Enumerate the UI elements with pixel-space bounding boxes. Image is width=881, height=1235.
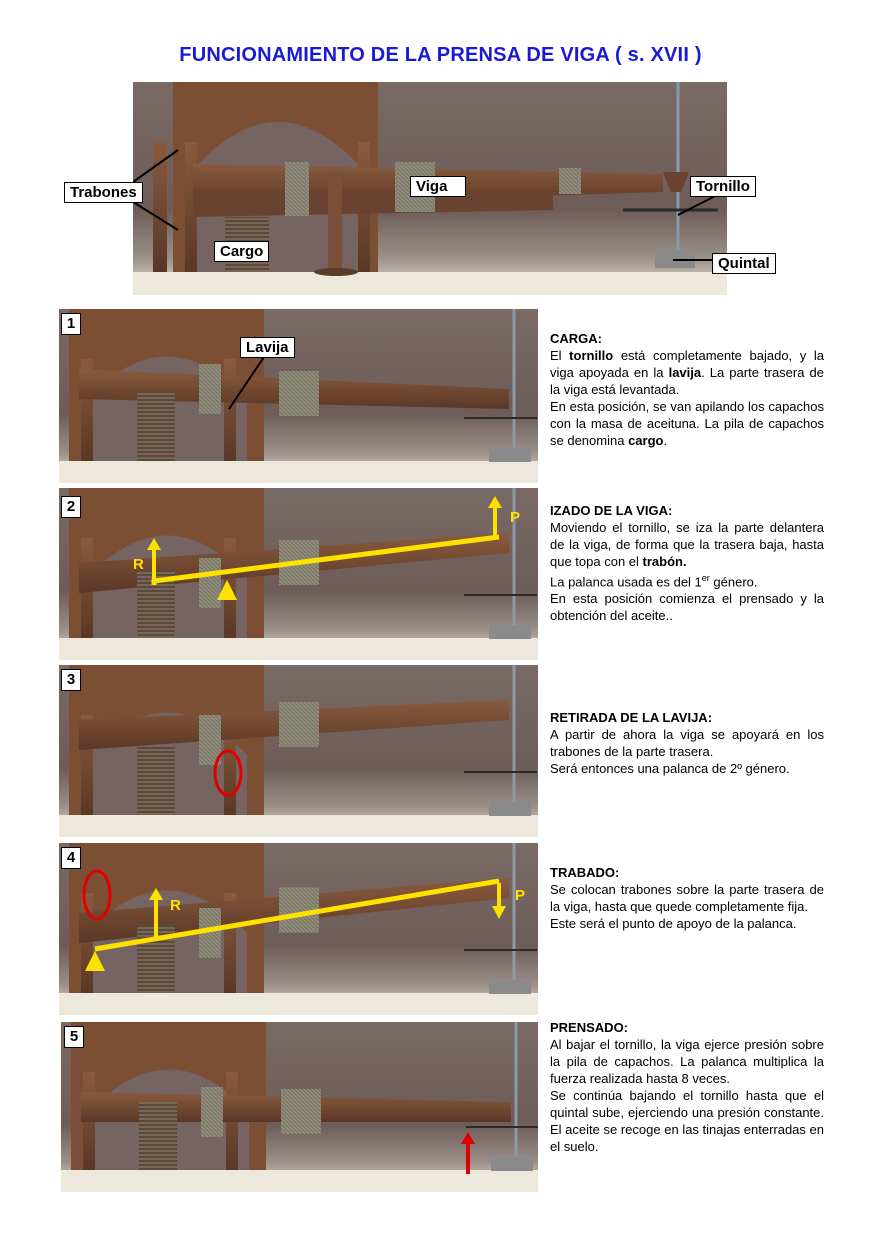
step-3-heading: RETIRADA DE LA LAVIJA:	[550, 710, 713, 725]
step-2-text	[550, 502, 824, 624]
step-1-heading: CARGA:	[550, 331, 602, 346]
label-trabones: Trabones	[64, 182, 143, 203]
step-2-force-p: P	[510, 509, 521, 526]
step-4-force-p: P	[515, 887, 526, 904]
step-1-paragraph: El tornillo está completamente bajado, y la viga apoyada en la lavija. La parte trasera de la viga está levantada. En esta posición, se van apilando los capachos con la masa de aceituna. La pila de capachos se denomina cargo.	[550, 348, 824, 448]
step-1-number: 1	[61, 313, 81, 335]
step-4-number: 4	[61, 847, 81, 869]
step-4-heading: TRABADO:	[550, 865, 620, 880]
label-lavija: Lavija	[240, 337, 295, 358]
step-2-number: 2	[61, 496, 81, 518]
page-title: FUNCIONAMIENTO DE LA PRENSA DE VIGA ( s. XVII )	[179, 44, 702, 66]
label-cargo: Cargo	[214, 241, 269, 262]
step-5-heading: PRENSADO:	[550, 1020, 629, 1035]
step-1-text	[550, 330, 824, 449]
step-2-photo	[59, 488, 538, 660]
step-5-paragraph: Al bajar el tornillo, la viga ejerce presión sobre la pila de capachos. La palanca multiplica la fuerza realizada hasta 8 veces. Se continúa bajando el tornillo hasta que el quintal sube, ejerciendo una presión constante. El aceite se recoge en las tinajas enterradas en el suelo.	[550, 1037, 824, 1154]
step-5-text	[550, 1019, 824, 1155]
step-4-paragraph: Se colocan trabones sobre la parte trasera de la viga, hasta que quede completamente fija. Este será el punto de apoyo de la palanca.	[550, 882, 824, 931]
step-1-photo	[59, 309, 538, 483]
step-3-text	[550, 709, 824, 777]
step-5-number: 5	[64, 1026, 84, 1048]
step-4-photo	[59, 843, 538, 1015]
step-3-photo	[59, 665, 538, 837]
step-2-paragraph: Moviendo el tornillo, se iza la parte delantera de la viga, de forma que la trasera baja, hasta que topa con el trabón. La palanca usada es del 1er género. En esta posición comienza el prensado y la obtención del aceite..	[550, 520, 824, 624]
label-tornillo: Tornillo	[690, 176, 756, 197]
step-5-photo	[61, 1022, 538, 1192]
step-3-paragraph: A partir de ahora la viga se apoyará en los trabones de la parte trasera. Será entonces una palanca de 2º género.	[550, 727, 824, 776]
step-4-text	[550, 864, 824, 932]
label-viga: Viga	[410, 176, 466, 197]
step-4-force-r: R	[170, 897, 181, 914]
label-quintal: Quintal	[712, 253, 776, 274]
step-3-number: 3	[61, 669, 81, 691]
step-2-force-r: R	[133, 556, 144, 573]
step-2-heading: IZADO DE LA VIGA:	[550, 503, 673, 518]
